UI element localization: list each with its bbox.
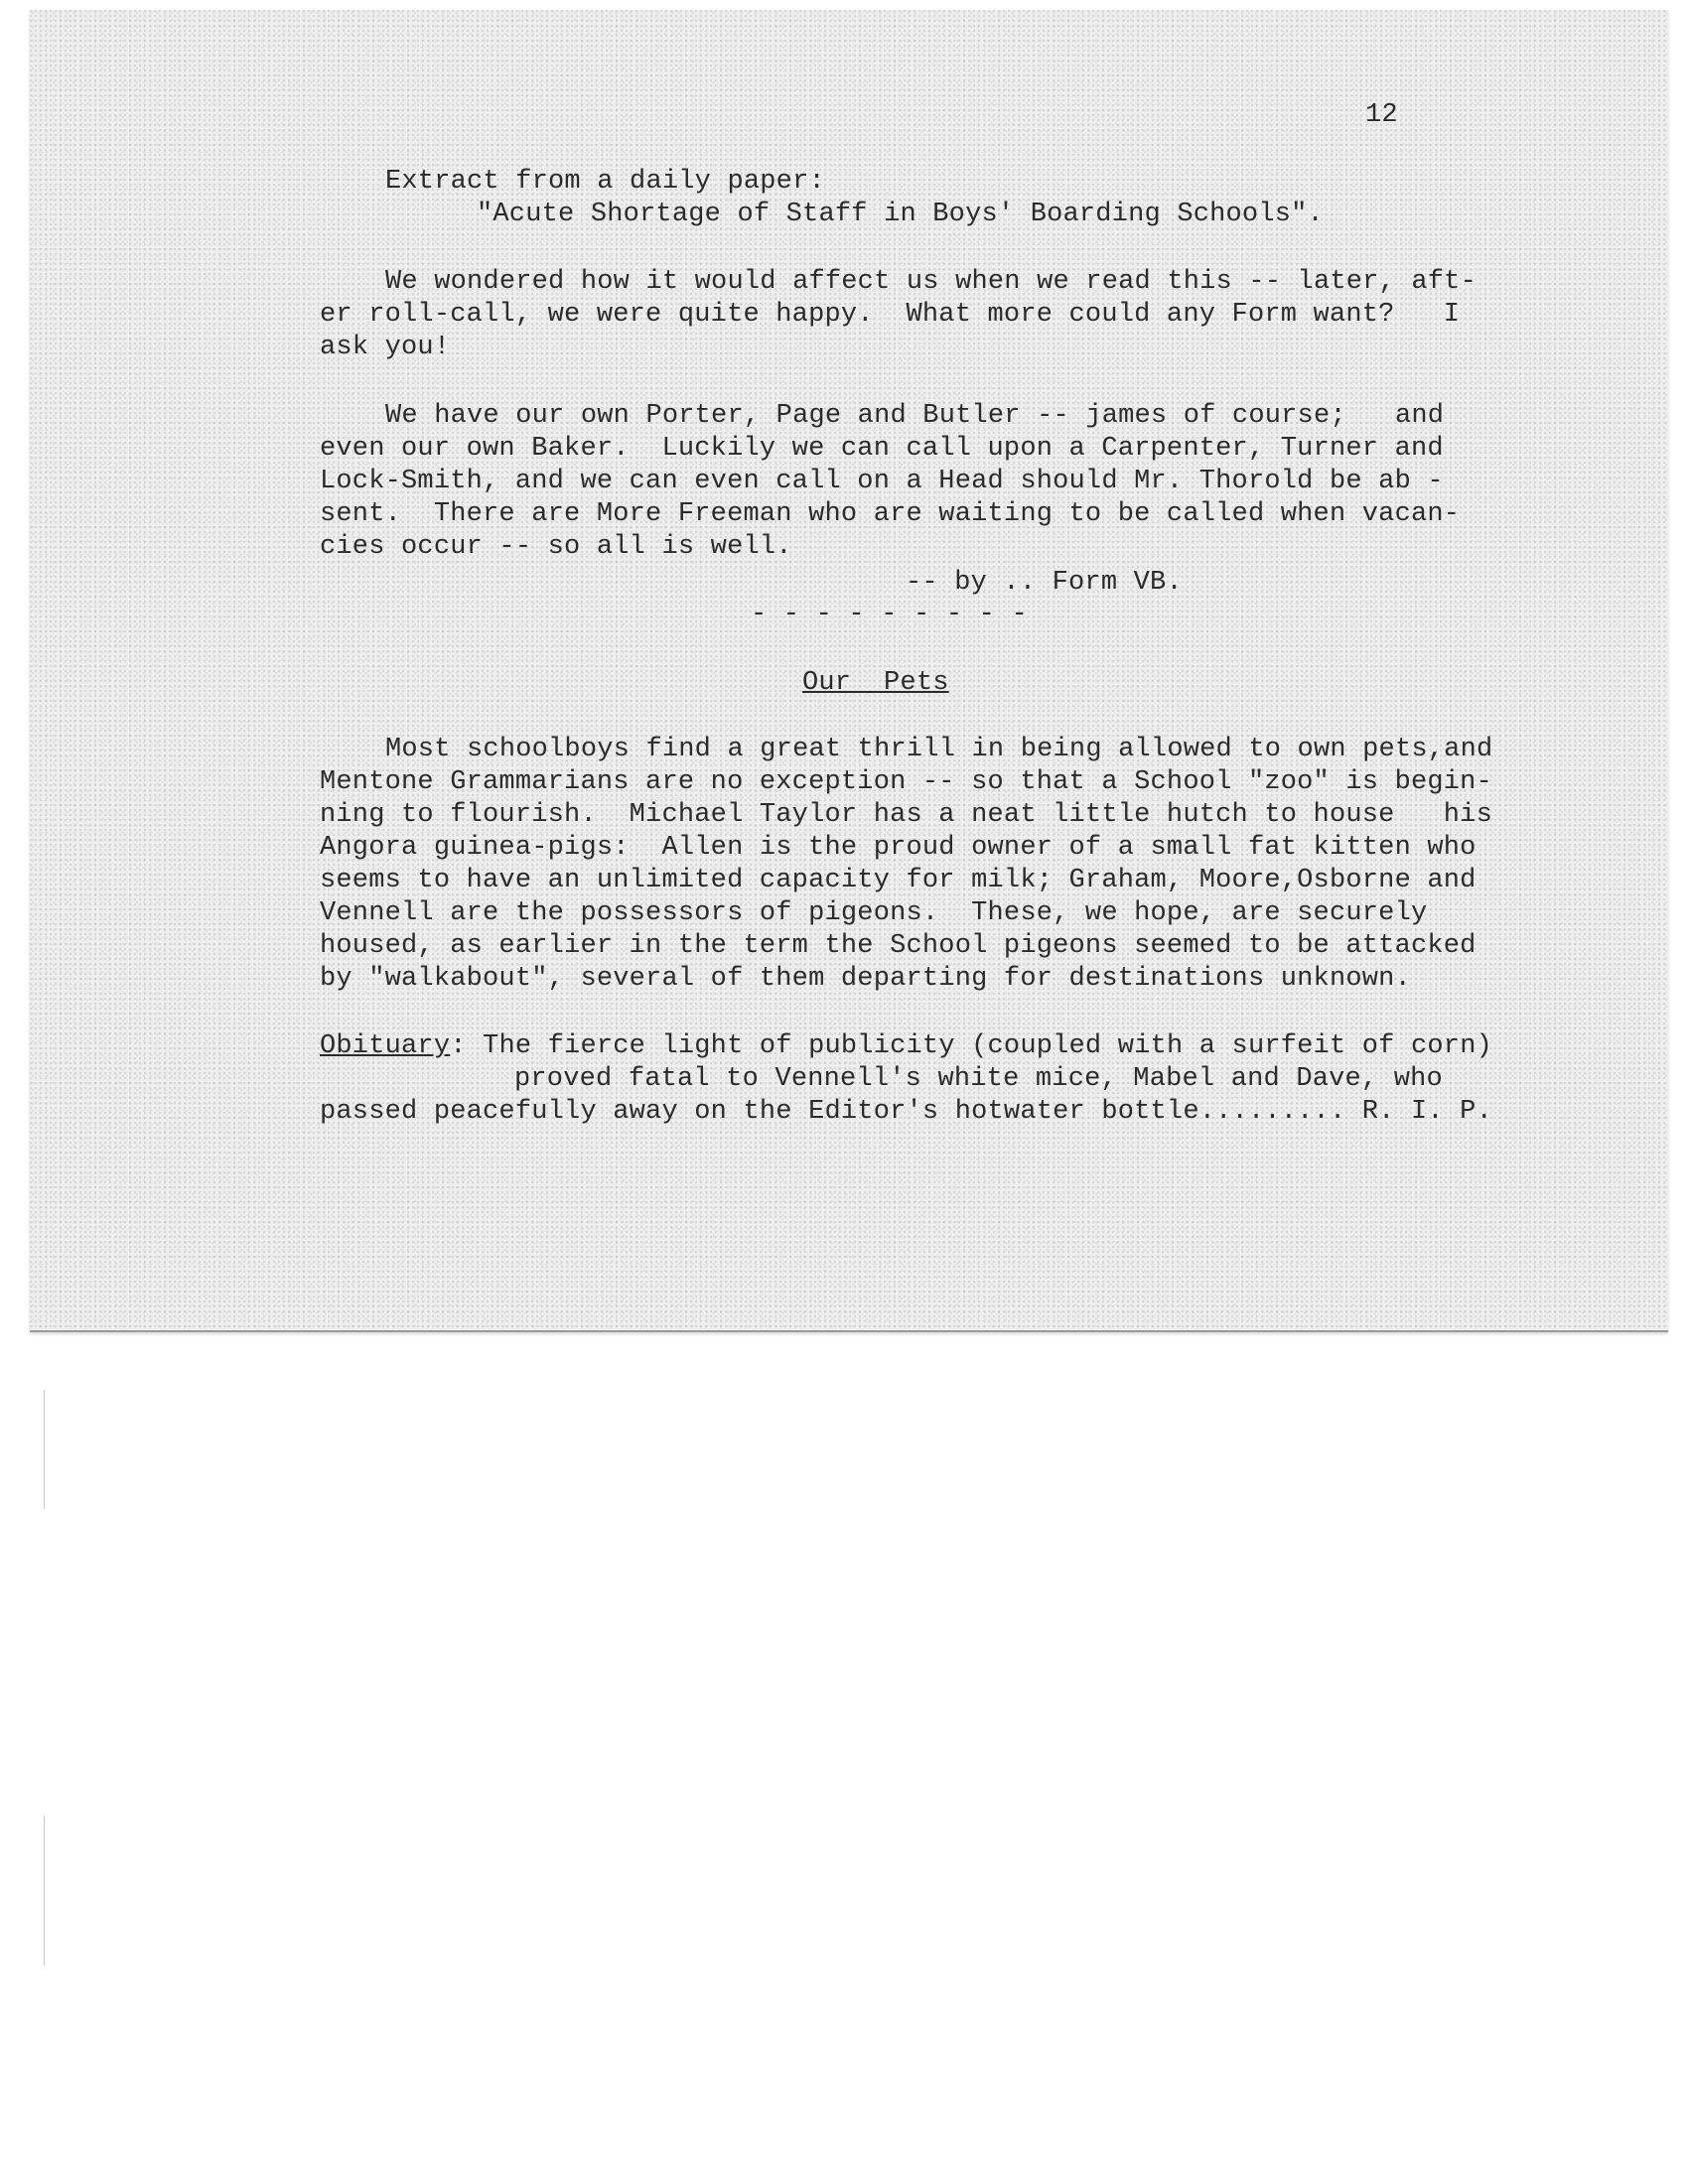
section-heading: Our Pets (802, 668, 949, 698)
pets-line: Mentone Grammarians are no exception -- so that a School "zoo" is begin- (320, 767, 1492, 797)
para2-line: cies occur -- so all is well. (320, 532, 792, 562)
pets-line: housed, as earlier in the term the School pigeons seemed to be attacked (320, 931, 1477, 961)
pets-line: by "walkabout", several of them departing for destinations unknown. (320, 964, 1411, 994)
para2-line: We have our own Porter, Page and Butler -- james of course; and (385, 401, 1445, 431)
extract-headline: "Acute Shortage of Staff in Boys' Boarding Schools". (477, 200, 1324, 229)
obituary-line: passed peacefully away on the Editor's hotwater bottle......... R. I. P. (320, 1097, 1492, 1127)
margin-mark (44, 1817, 45, 1966)
obituary-line: proved fatal to Vennell's white mice, Mabel and Dave, who (514, 1064, 1443, 1094)
extract-intro: Extract from a daily paper: (385, 167, 825, 197)
para1-line: er roll-call, we were quite happy. What more could any Form want? I (320, 300, 1461, 330)
obituary-line (320, 1030, 1492, 1062)
obituary-text: : The fierce light of publicity (coupled with a surfeit of corn) (450, 1031, 1493, 1061)
para2-line: sent. There are More Freeman who are waiting to be called when vacan- (320, 499, 1461, 529)
separator: - - - - - - - - - (751, 600, 1028, 629)
para2-line: even our own Baker. Luckily we can call upon a Carpenter, Turner and (320, 434, 1444, 464)
page-number: 12 (1365, 100, 1398, 130)
margin-mark (44, 1390, 45, 1509)
para1-line: ask you! (320, 333, 451, 362)
byline: -- by .. Form VB. (906, 568, 1183, 598)
obituary-label: Obituary (320, 1031, 451, 1061)
para1-line: We wondered how it would affect us when we read this -- later, aft- (385, 267, 1477, 297)
pets-line: Angora guinea-pigs: Allen is the proud owner of a small fat kitten who (320, 833, 1477, 863)
para2-line: Lock-Smith, and we can even call on a Head should Mr. Thorold be ab - (320, 467, 1444, 496)
pets-line: Vennell are the possessors of pigeons. These, we hope, are securely (320, 898, 1428, 928)
pets-line: Most schoolboys find a great thrill in being allowed to own pets,and (385, 735, 1493, 764)
pets-line: seems to have an unlimited capacity for milk; Graham, Moore,Osborne and (320, 866, 1477, 895)
pets-line: ning to flourish. Michael Taylor has a neat little hutch to house his (320, 800, 1492, 830)
